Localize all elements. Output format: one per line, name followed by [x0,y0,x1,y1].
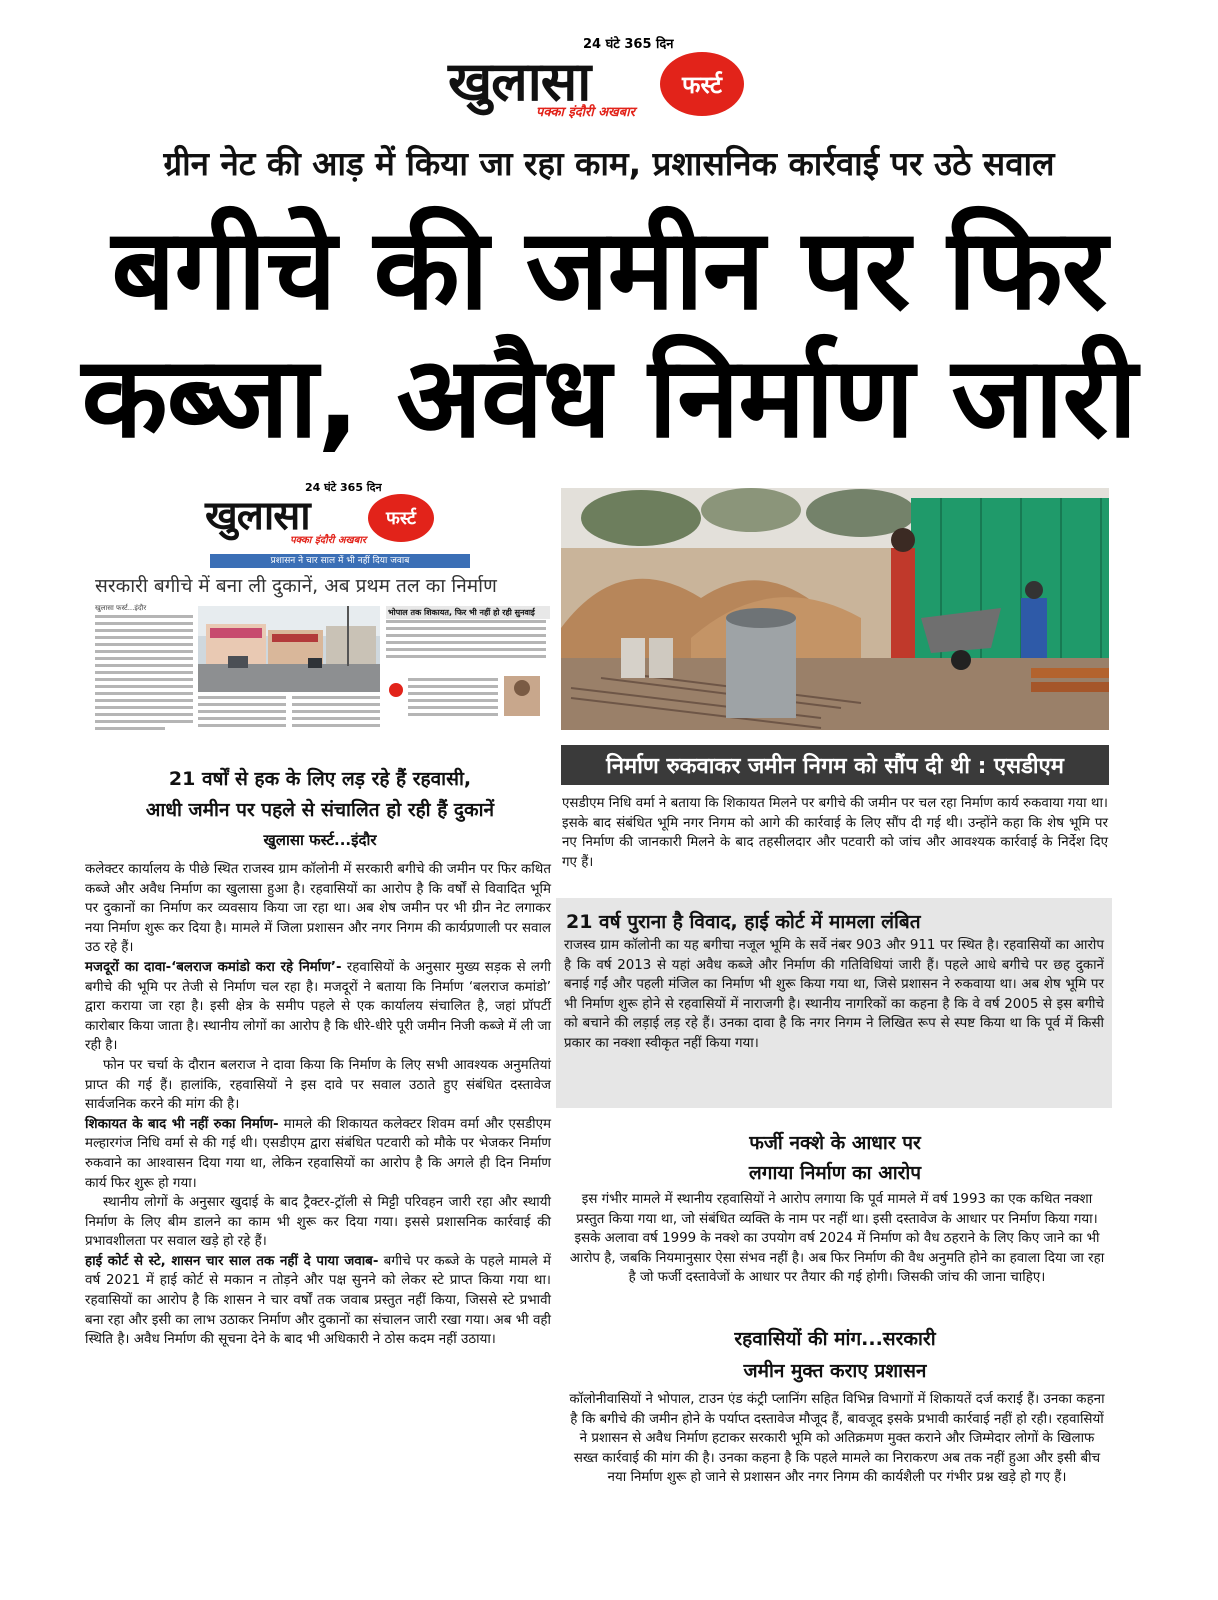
clipping-side-head: भोपाल तक शिकायत, फिर भी नहीं हो रही सुनवाई [386,606,550,619]
left-subhead-1: 21 वर्षों से हक के लिए लड़ रहे हैं रहवासी, [168,768,472,790]
left-paragraph-6-head: हाई कोर्ट से स्टे, शासन चार साल तक नहीं दे पाया जवाब- [85,1253,379,1269]
clipping-strap: प्रशासन ने चार साल में भी नहीं दिया जवाब [210,554,470,568]
left-paragraph-4 [85,1115,551,1193]
photo-caption-bar: निर्माण रुकवाकर जमीन निगम को सौंप दी थी : एसडीएम [561,745,1109,785]
headline-line-1: बगीचे की जमीन पर फिर [111,205,1107,335]
clipping-text-lines-mid [198,696,380,742]
left-paragraph-5: स्थानीय लोगों के अनुसार खुदाई के बाद ट्रैक्टर-ट्रॉली से मिट्टी परिवहन जारी रहा और स्थायी निर्माण के लिए बीम डालने का काम भी शुरू कर दिया गया। इससे प्रशासनिक कार्रवाई की प्रभावशीलता पर सवाल खड़े हो रहे हैं। [85,1195,551,1250]
clipping-tagline: 24 घंटे 365 दिन [305,481,382,494]
masthead-name: खुलासा [448,50,591,113]
headline-line-2: कब्जा, अवैध निर्माण जारी [81,333,1137,463]
left-byline: खुलासा फर्स्ट...इंदौर [263,831,377,849]
clipping-headline: सरकारी बगीचे में बना ली दुकानें, अब प्रथम तल का निर्माण [95,575,497,597]
construction-site-photo [561,488,1109,730]
right-text-1: इस गंभीर मामले में स्थानीय रहवासियों ने आरोप लगाया कि पूर्व मामले में वर्ष 1993 का एक कथित नक्शा प्रस्तुत किया गया था, जो संबंधित व्यक्ति के नाम पर नहीं था। इसी दस्तावेज के आधार पर निर्माण किया गया। इसके अलावा वर्ष 1999 के नक्शे का उपयोग वर्ष 2024 में निर्माण को वैध ठहराने के लिए किए जाने का भी आरोप है, जबकि नियमानुसार ऐसा संभव नहीं है। अब फिर निर्माण की वैध अनुमति होने का हवाला दिया जा रहा है जो फर्जी दस्तावेजों के आधार पर तैयार की गई होगी। जिसकी जांच की जाना चाहिए। [569,1192,1105,1286]
left-paragraph-4-text: मामले की शिकायत कलेक्टर शिवम वर्मा और एसडीएम मल्हारगंज निधि वर्मा से की गई थी। एसडीएम द्वारा संबंधित पटवारी को मौके पर भेजकर निर्माण रुकवाने का आश्वासन दिया गया था, लेकिन रहवासियों का आरोप है कि अगले ही दिन निर्माण कार्य फिर शुरू हो गया। [85,1116,551,1191]
kicker: ग्रीन नेट की आड़ में किया जा रहा काम, प्रशासनिक कार्रवाई पर उठे सवाल [163,144,1055,183]
dispute-box [556,898,1112,1108]
clipping-text-lines-left [95,615,195,740]
dispute-box-text: राजस्व ग्राम कॉलोनी का यह बगीचा नजूल भूमि के सर्वे नंबर 903 और 911 पर स्थित है। रहवासियों का आरोप है कि वर्ष 2013 से यहां अवैध कब्जे और निर्माण की गतिविधियां जारी हैं। पहले आधे बगीचे पर छह दुकानें बनाई गईं और पहली मंजिल का निर्माण भी शुरू किया गया था, जिसे प्रशासन ने रुकवाया था। अब शेष भूमि पर भी निर्माण शुरू होने से रहवासियों में नाराजगी है। स्थानीय नागरिकों का कहना है कि वे वर्ष 2005 से इस बगीचे को बचाने की लड़ाई लड़ रहे हैं। उनका दावा है कि नगर निगम ने लिखित रूप से स्पष्ट किया था कि पूर्व में किसी प्रकार का नक्शा स्वीकृत नहीं किया गया। [564,938,1104,1051]
masthead-badge: फर्स्ट [660,52,744,116]
clipping-name: खुलासा [205,493,310,539]
right-subhead-2a: रहवासियों की मांग...सरकारी [734,1328,936,1350]
masthead [448,30,768,120]
left-paragraph-2 [85,958,551,1056]
clipping-byline: खुलासा फर्स्ट...इंदौर [95,604,147,612]
left-body [85,860,551,1350]
left-paragraph-1: कलेक्टर कार्यालय के पीछे स्थित राजस्व ग्राम कॉलोनी में सरकारी बगीचे की जमीन पर फिर कथित कब्जे और अवैध निर्माण का खुलासा हुआ है। रहवासियों का आरोप है कि वर्षों से विवादित भूमि पर दुकानों का निर्माण कर व्यवसाय किया जा रहा था। अब शेष जमीन पर भी ग्रीन नेट लगाकर नया निर्माण शुरू कर दिया है। मामले में जिला प्रशासन और नगर निगम की कार्यप्रणाली पर सवाल उठ रहे हैं। [85,862,551,956]
left-paragraph-2-text: रहवासियों के अनुसार मुख्य सड़क से लगी बगीचे की भूमि पर तेजी से निर्माण चल रहा है। मजदूरों ने बताया कि निर्माण ‘बलराज कमांडो’ द्वारा कराया जा रहा है। इसी क्षेत्र के समीप पहले से एक कार्यालय संचालित है, जहां प्रॉपर्टी कारोबार किया जाता है। स्थानीय लोगों का आरोप है कि धीरे-धीरे पूरी जमीन निजी कब्जे में ली जा रही है। [85,959,551,1054]
newspaper-clipping [90,480,552,742]
clipping-text-lines-right [386,620,548,740]
masthead-subtitle: पक्का इंदौरी अखबार [536,105,635,120]
left-paragraph-4-head: शिकायत के बाद भी नहीं रुका निर्माण- [85,1116,279,1132]
right-subhead-2b: जमीन मुक्त कराए प्रशासन [743,1360,927,1382]
left-paragraph-2-head: मजदूरों का दावा-‘बलराज कमांडो करा रहे निर्माण’- [85,959,342,975]
clipping-badge: फर्स्ट [368,494,434,542]
left-paragraph-3: फोन पर चर्चा के दौरान बलराज ने दावा किया कि निर्माण के लिए सभी आवश्यक अनुमतियां प्राप्त की गई हैं। हालांकि, रहवासियों ने इस दावे पर सवाल उठाते हुए संबंधित दस्तावेज सार्वजनिक करने की मांग की है। [85,1057,551,1113]
clipping-subtitle: पक्का इंदौरी अखबार [290,535,367,546]
clipping-street-photo [198,606,380,692]
left-subhead-2: आधी जमीन पर पहले से संचालित हो रही हैं दुकानें [145,799,495,821]
right-text-2: कॉलोनीवासियों ने भोपाल, टाउन एंड कंट्री प्लानिंग सहित विभिन्न विभागों में शिकायतें दर्ज कराई हैं। उनका कहना है कि बगीचे की जमीन होने के पर्याप्त दस्तावेज मौजूद हैं, बावजूद इसके प्रभावी कार्रवाई नहीं हो रही। रहवासियों ने प्रशासन से अवैध निर्माण हटाकर सरकारी भूमि को अतिक्रमण मुक्त कराने और जिम्मेदार लोगों के खिलाफ सख्त कार्रवाई की मांग की है। उनका कहना है कि पहले मामले का निराकरण अब तक नहीं हुआ और इसी बीच नया निर्माण शुरू हो जाने से प्रशासन और नगर निगम की कार्यशैली पर गंभीर प्रश्न खड़े हो गए हैं। [569,1392,1105,1486]
left-paragraph-6 [85,1252,551,1350]
masthead-tagline: 24 घंटे 365 दिन [583,37,674,52]
dispute-box-heading: 21 वर्ष पुराना है विवाद, हाई कोर्ट में मामला लंबित [566,911,921,933]
left-paragraph-6-text: बगीचे पर कब्जे के पहले मामले में वर्ष 2021 में हाई कोर्ट से मकान न तोड़ने और पक्ष सुनने को लेकर स्टे प्राप्त किया गया था। रहवासियों का आरोप है कि शासन ने चार वर्षों तक जवाब प्रस्तुत नहीं किया, जिससे स्टे प्रभावी बना रहा और इसी का लाभ उठाकर निर्माण और दुकानों का संचालन जारी रखा गया। अब भी वही स्थिति है। अवैध निर्माण की सूचना देने के बाद भी अधिकारी ने ठोस कदम नहीं उठाया। [85,1253,551,1348]
right-subhead-1a: फर्जी नक्शे के आधार पर [749,1132,921,1154]
sdm-statement: एसडीएम निधि वर्मा ने बताया कि शिकायत मिलने पर बगीचे की जमीन पर चल रहा निर्माण कार्य रुकवाया गया था। इसके बाद संबंधित भूमि नगर निगम को आगे की कार्रवाई के लिए सौंप दी गई थी। उन्होंने कहा कि शेष भूमि पर नए निर्माण की जानकारी मिलने के बाद तहसीलदार और पटवारी को जांच और आवश्यक कार्रवाई के निर्देश दिए गए हैं। [562,796,1108,870]
right-subhead-1b: लगाया निर्माण का आरोप [748,1162,922,1184]
